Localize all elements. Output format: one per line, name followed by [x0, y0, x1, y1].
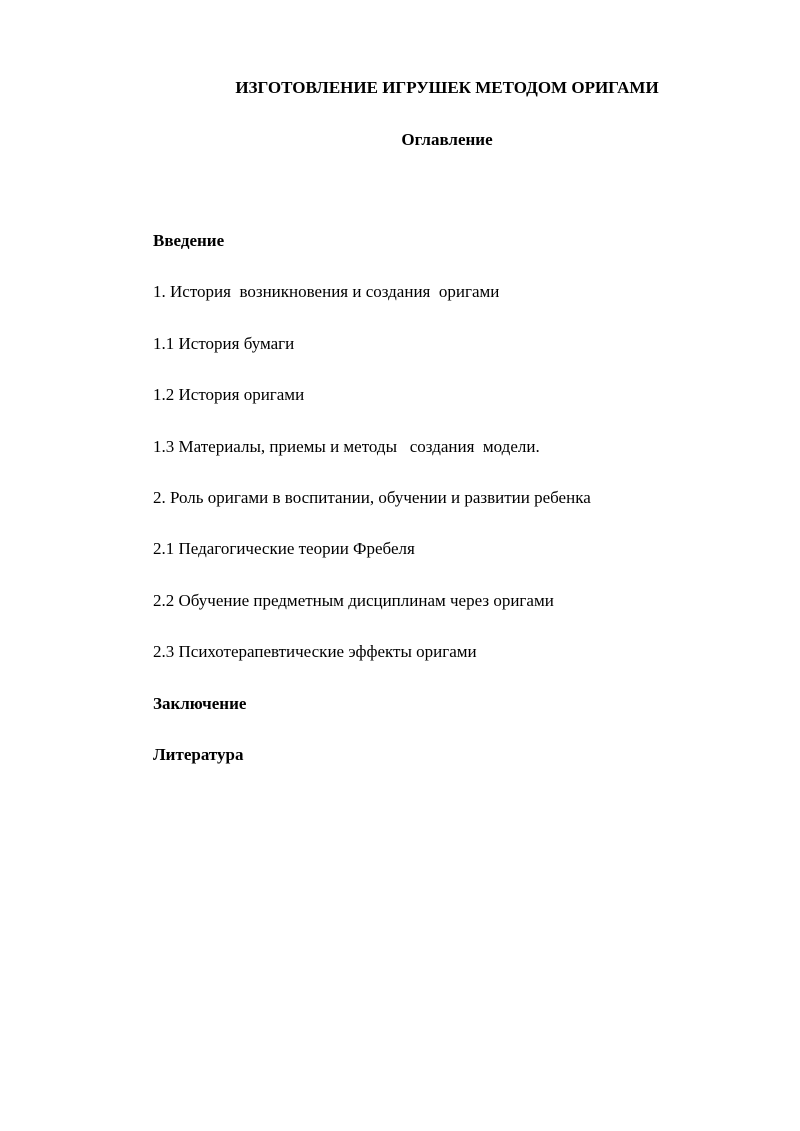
toc-item-section-1-3: 1.3 Материалы, приемы и методы создания модели. — [153, 436, 540, 456]
toc-item-conclusion: Заключение — [153, 693, 247, 713]
toc-item-literature: Литература — [153, 744, 244, 764]
toc-item-section-2-2: 2.2 Обучение предметным дисциплинам через оригами — [153, 590, 554, 610]
toc-item-section-2-3: 2.3 Психотерапевтические эффекты оригами — [153, 642, 477, 662]
toc-item-introduction: Введение — [153, 231, 225, 250]
table-of-contents — [153, 230, 753, 795]
toc-item-section-1-1: 1.1 История бумаги — [153, 333, 295, 353]
toc-item-section-1: 1. История возникновения и создания оригами — [153, 282, 500, 302]
toc-heading: Оглавление — [401, 130, 493, 149]
toc-item-section-2: 2. Роль оригами в воспитании, обучении и развитии ребенка — [153, 487, 591, 507]
toc-item-section-1-2: 1.2 История оригами — [153, 385, 305, 405]
toc-item-section-2-1: 2.1 Педагогические теории Фребеля — [153, 539, 415, 559]
document-title: ИЗГОТОВЛЕНИЕ ИГРУШЕК МЕТОДОМ ОРИГАМИ — [235, 78, 659, 97]
